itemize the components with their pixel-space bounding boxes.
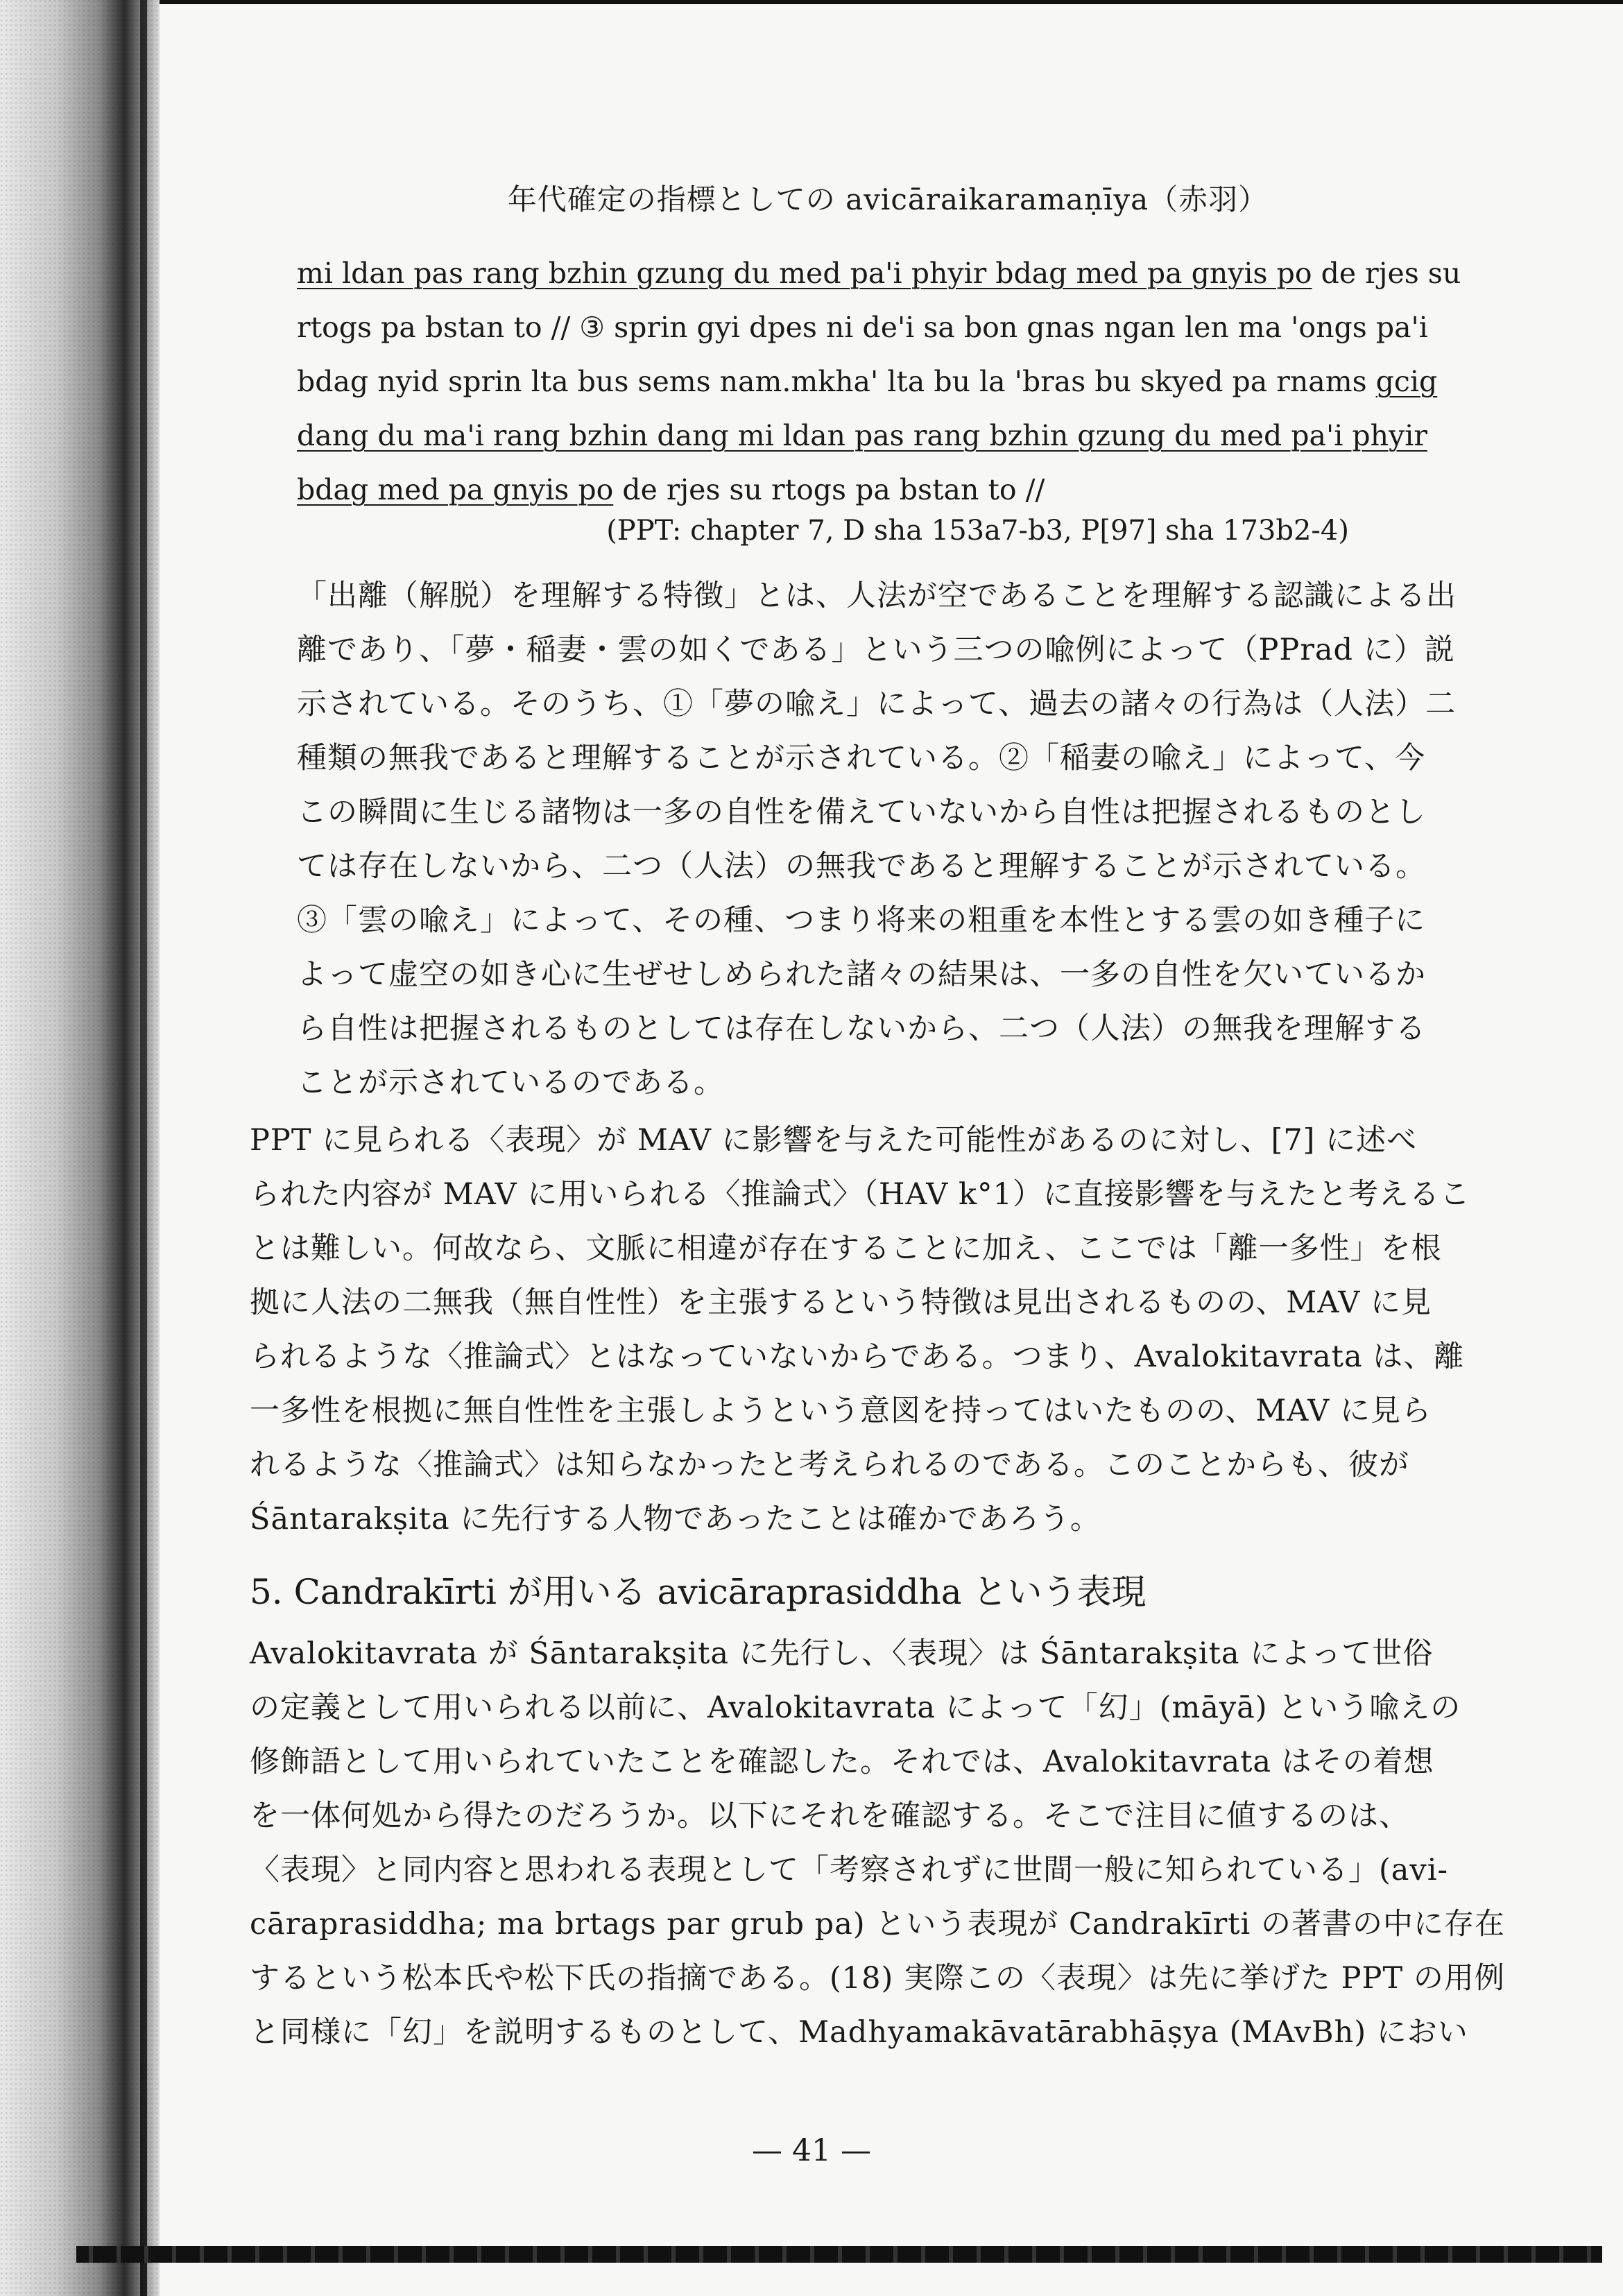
- tibetan-quote: [297, 246, 1461, 517]
- text-line: Avalokitavrata が Śāntarakṣita に先行し、〈表現〉は Śāntarakṣita によって世俗: [250, 1636, 1434, 1671]
- page-number: — 41 —: [752, 2133, 871, 2168]
- tibetan-line: [297, 246, 1461, 300]
- tibetan-line: [297, 463, 1351, 517]
- text-line: ことが示されているのである。: [297, 1065, 724, 1100]
- text-line: られるような〈推論式〉とはなっていないからである。つまり、Avalokitavrata は、離: [250, 1339, 1465, 1374]
- text-line: 離であり、「夢・稲妻・雲の如くである」という三つの喩例によって（PPrad に）説: [297, 633, 1455, 667]
- text-line: ら自性は把握されるものとしては存在しないから、二つ（人法）の無我を理解する: [297, 1011, 1426, 1046]
- text-line: この瞬間に生じる諸物は一多の自性を備えていないから自性は把握されるものとし: [297, 795, 1426, 830]
- text-line: よって虚空の如き心に生ぜせしめられた諸々の結果は、一多の自性を欠いているか: [297, 957, 1426, 992]
- paragraph-2: [250, 1113, 1470, 1546]
- plain-text: de rjes su: [1312, 257, 1461, 290]
- citation: (PPT: chapter 7, D sha 153a7-b3, P[97] sha 173b2-4): [606, 515, 1349, 547]
- underlined-text: gcig: [1375, 365, 1438, 398]
- text-line: Śāntarakṣita に先行する人物であったことは確かであろう。: [250, 1502, 1101, 1536]
- underlined-text: dang du ma'i rang bzhin dang mi ldan pas rang bzhin gzung du med pa'i phyir: [297, 419, 1427, 452]
- tibetan-line: [297, 354, 1438, 409]
- text-line: を一体何処から得たのだろうか。以下にそれを確認する。そこで注目に値するのは、: [250, 1799, 1409, 1833]
- text-line: 修飾語として用いられていたことを確認した。それでは、Avalokitavrata はその着想: [250, 1745, 1434, 1779]
- plain-text: de rjes su rtogs pa bstan to //: [613, 473, 1045, 506]
- text-line: 拠に人法の二無我（無自性性）を主張するという特徴は見出されるものの、MAV に見: [250, 1285, 1432, 1320]
- text-line: 示されている。そのうち、①「夢の喩え」によって、過去の諸々の行為は（人法）二: [297, 687, 1457, 721]
- text-line: するという松本氏や松下氏の指摘である。(18) 実際この〈表現〉は先に挙げた PPT の用例: [250, 1961, 1505, 1996]
- text-line: ては存在しないから、二つ（人法）の無我であると理解することが示されている。: [297, 849, 1426, 884]
- text-line: と同様に「幻」を説明するものとして、Madhyamakāvatārabhāṣya (MAvBh) におい: [250, 2015, 1468, 2050]
- underlined-text: mi ldan pas rang bzhin gzung du med pa'i phyir bdag med pa gnyis po: [297, 257, 1312, 290]
- text-line: 〈表現〉と同内容と思われる表現として「考察されずに世間一般に知られている」(avi-: [250, 1853, 1448, 1887]
- text-line: 一多性を根拠に無自性性を主張しようという意図を持ってはいたものの、MAV に見ら: [250, 1394, 1432, 1428]
- section-heading: 5. Candrakīrti が用いる avicāraprasiddha という表現: [250, 1572, 1147, 1612]
- text-line: の定義として用いられる以前に、Avalokitavrata によって「幻」(māyā) という喩えの: [250, 1690, 1461, 1725]
- paragraph-1: [297, 569, 1457, 1110]
- text-line: れるような〈推論式〉は知らなかったと考えられるのである。このことからも、彼が: [250, 1448, 1409, 1482]
- plain-text: bdag nyid sprin lta bus sems nam.mkha' lta bu la 'bras bu skyed pa rnams: [297, 365, 1376, 398]
- book-spine-shadow: [0, 0, 160, 2296]
- underlined-text: bdag med pa gnyis po: [297, 473, 614, 506]
- text-line: 種類の無我であると理解することが示されている。②「稲妻の喩え」によって、今: [297, 741, 1426, 776]
- text-line: 「出離（解脱）を理解する特徴」とは、人法が空であることを理解する認識による出: [297, 579, 1457, 613]
- text-line: ③「雲の喩え」によって、その種、つまり将来の粗重を本性とする雲の如き種子に: [297, 903, 1426, 938]
- top-edge-rule: [0, 0, 1623, 4]
- running-header: 年代確定の指標としての avicāraikaramaṇīya（赤羽）: [507, 182, 1269, 216]
- text-line: PPT に見られる〈表現〉が MAV に影響を与えた可能性があるのに対し、[7] に述べ: [250, 1123, 1418, 1158]
- text-line: られた内容が MAV に用いられる〈推論式〉（HAV k°1）に直接影響を与えたと考えるこ: [250, 1177, 1470, 1212]
- paragraph-3: [250, 1627, 1505, 2059]
- text-line: cāraprasiddha; ma brtags par grub pa) という表現が Candrakīrti の著書の中に存在: [250, 1907, 1505, 1942]
- text-line: とは難しい。何故なら、文脈に相違が存在することに加え、ここでは「離一多性」を根: [250, 1231, 1442, 1266]
- bottom-edge-rule: [76, 2246, 1602, 2263]
- tibetan-line: [297, 300, 1428, 354]
- tibetan-line: [297, 409, 1427, 463]
- plain-text: rtogs pa bstan to // ③ sprin gyi dpes ni de'i sa bon gnas ngan len ma 'ongs pa'i: [297, 311, 1428, 344]
